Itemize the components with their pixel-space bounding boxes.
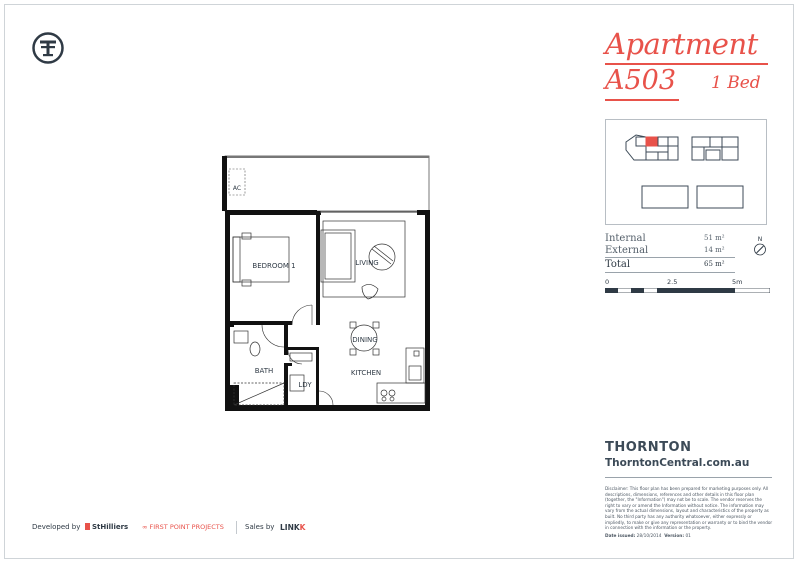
number-underline	[605, 99, 679, 101]
agent-link	[280, 523, 305, 532]
area-row-total	[605, 259, 735, 271]
sales-by-label: Sales by	[245, 523, 275, 531]
area-value: 65 m²	[704, 260, 725, 268]
area-table	[605, 233, 735, 271]
room-label-ldy: LDY	[298, 381, 312, 389]
area-divider	[605, 272, 735, 273]
room-label-bedroom: BEDROOM 1	[252, 262, 296, 270]
balcony	[222, 156, 429, 211]
apartment-title: Apartment	[605, 27, 758, 61]
area-row-external	[605, 245, 735, 257]
area-label: Internal	[605, 233, 646, 244]
version-value: 01	[685, 534, 691, 539]
apartment-type: 1 Bed	[711, 73, 761, 93]
sthilliers-logo-icon	[85, 523, 90, 530]
floor-plan	[222, 153, 431, 411]
bed	[233, 233, 289, 286]
thornton-logo-icon	[32, 32, 64, 64]
developed-by-label: Developed by	[32, 523, 81, 531]
apartment-number: A503	[605, 65, 677, 96]
disclaimer-meta	[605, 534, 691, 539]
brand-url[interactable]: ThorntonCentral.com.au	[605, 457, 750, 469]
area-label: External	[605, 244, 649, 256]
north-arrow-icon	[753, 235, 767, 257]
link-logo-icon: K	[299, 523, 306, 532]
room-label-dining: DINING	[352, 336, 378, 344]
footer-separator	[236, 521, 237, 534]
version-label: Version:	[664, 534, 685, 539]
scale-tick-label: 2.5	[667, 278, 678, 286]
date-value: 28/10/2014	[636, 534, 662, 539]
area-row-internal	[605, 233, 735, 245]
brand-name: THORNTON	[605, 440, 692, 455]
walls	[225, 210, 430, 411]
doors	[262, 305, 333, 405]
area-value: 14 m²	[704, 245, 725, 254]
brand-divider	[605, 477, 772, 478]
scale-tick-label: 5m	[732, 278, 743, 286]
developer-sthilliers-label: StHilliers	[92, 523, 129, 531]
room-label-bath: BATH	[254, 367, 274, 375]
area-divider	[605, 257, 735, 258]
area-label: Total	[605, 259, 631, 270]
area-value: 51 m²	[704, 234, 725, 242]
north-label: N	[757, 236, 763, 243]
room-label-living: LIVING	[355, 259, 379, 267]
developer-firstpoint	[142, 523, 224, 531]
developer-sthilliers	[85, 523, 128, 531]
key-plan	[605, 119, 767, 225]
scale-bar-graphic	[605, 288, 770, 293]
date-label: Date issued:	[605, 534, 636, 539]
kitchen-fittings	[377, 348, 425, 403]
firstpoint-logo-icon: ∞	[142, 523, 148, 531]
scale-tick-label: 0	[605, 278, 610, 286]
disclaimer-text: Disclaimer: This floor plan has been prepared for marketing purposes only. All descriptions, dimensions, references and other details in this floor plan (together, the "Information") may not be to scale. The vendor reserves the right to vary or amend the Information without notice. The information may vary from the actual dimensions, layout and characteristics of the property as built. No third party has any authority whatsoever, either expressly or impliedly, to make or give any representation or warranty or to bind the vendor in connection with the information or the property.	[605, 486, 773, 531]
room-label-kitchen: KITCHEN	[350, 369, 382, 377]
developer-firstpoint-label: FIRST POINT PROJECTS	[149, 523, 224, 531]
scale-bar	[605, 278, 770, 300]
room-label-ac: AC	[232, 185, 242, 192]
key-plan-drawing	[606, 120, 766, 224]
agent-link-label: LINK	[280, 523, 300, 532]
